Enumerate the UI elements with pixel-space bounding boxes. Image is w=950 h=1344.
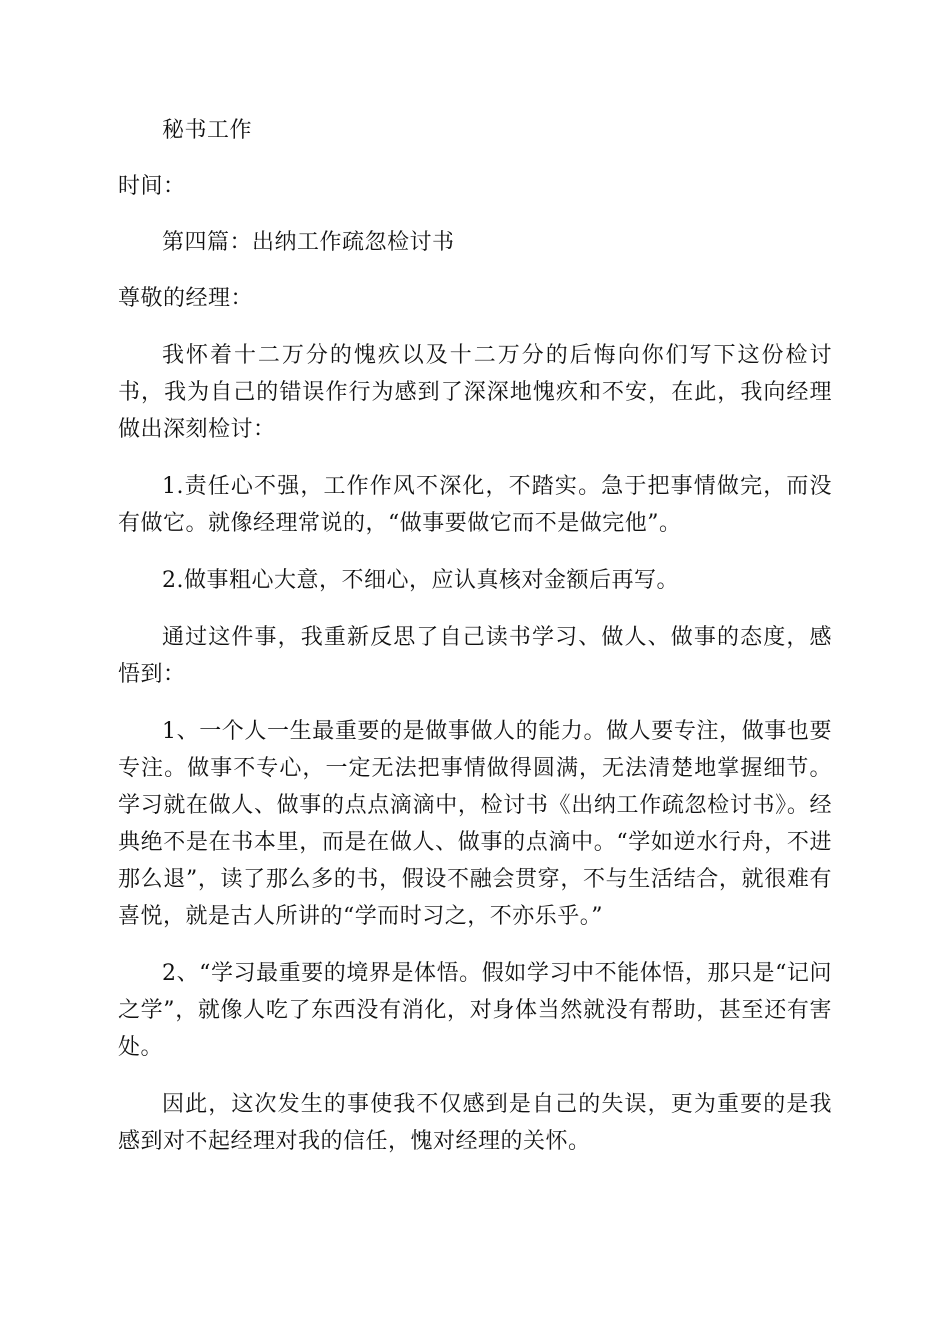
body-paragraph-reflection: 通过这件事，我重新反思了自己读书学习、做人、做事的态度，感悟到： bbox=[118, 625, 832, 687]
salutation: 尊敬的经理： bbox=[118, 286, 254, 311]
body-paragraph-intro: 我怀着十二万分的愧疚以及十二万分的后悔向你们写下这份检讨书，我为自己的错误作行为感到了深深地愧疚和不安，在此，我向经理做出深刻检讨： bbox=[118, 343, 832, 442]
body-paragraph-insight-1: 1、一个人一生最重要的是做事做人的能力。做人要专注，做事也要专注。做事不专心，一定无法把事情做得圆满，无法清楚地掌握细节。学习就在做人、做事的点点滴滴中，检讨书《出纳工作疏忽检讨书》。经典绝不是在书本里，而是在做人、做事的点滴中。“学如逆水行舟，不进那么退”，读了那么多的书，假设不融会贯穿，不与生活结合，就很难有喜悦，就是古人所讲的“学而时习之，不亦乐乎。” bbox=[118, 719, 832, 929]
body-paragraph-conclusion: 因此，这次发生的事使我不仅感到是自己的失误，更为重要的是我感到对不起经理对我的信任，愧对经理的关怀。 bbox=[118, 1092, 832, 1154]
time-label: 时间： bbox=[118, 174, 186, 199]
body-paragraph-point-2: 2.做事粗心大意，不细心，应认真核对金额后再写。 bbox=[162, 568, 679, 593]
body-paragraph-point-1: 1.责任心不强，工作作风不深化，不踏实。急于把事情做完，而没有做它。就像经理常说的，“做事要做它而不是做完他”。 bbox=[118, 474, 832, 536]
body-paragraph-insight-2: 2、“学习最重要的境界是体悟。假如学习中不能体悟，那只是“记问之学”，就像人吃了东西没有消化，对身体当然就没有帮助，甚至还有害处。 bbox=[118, 961, 832, 1060]
section-title: 秘书工作 bbox=[162, 118, 253, 143]
article-title: 第四篇：出纳工作疏忽检讨书 bbox=[162, 230, 455, 255]
